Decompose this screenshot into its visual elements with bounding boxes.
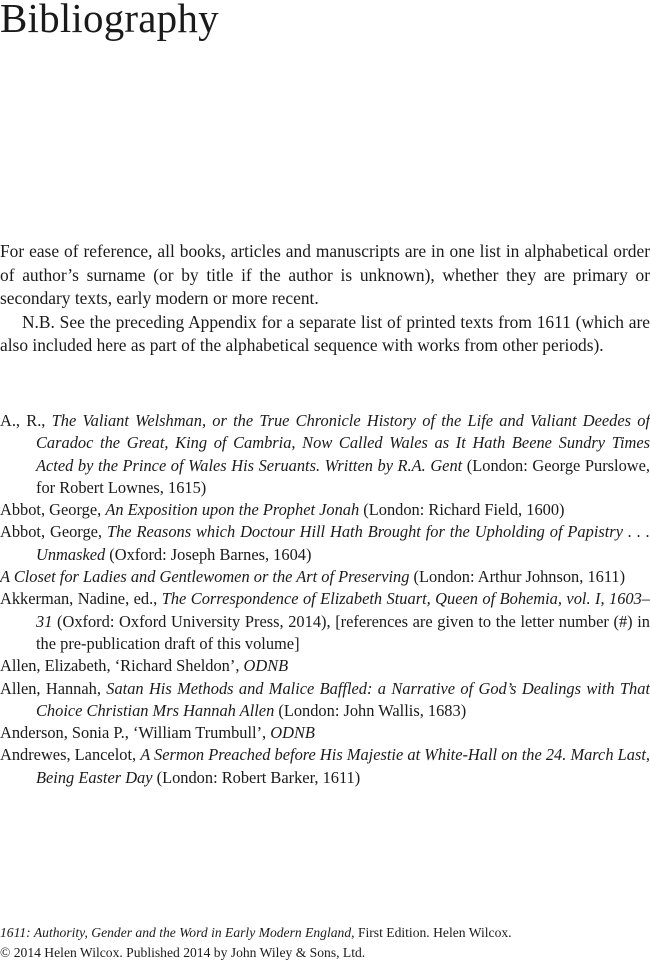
entry-author: Andrewes, Lancelot, [0, 745, 141, 765]
footer-copyright: © 2014 Helen Wilcox. Published 2014 by John Wiley & Sons, Ltd. [0, 945, 366, 960]
entry-title: A Sermon Preached before His Majestie at White-Hall on the 24. March Last, Being Easter Day [36, 745, 650, 787]
footer-edition: , First Edition. Helen Wilcox. [351, 925, 512, 940]
bibliography-entry [0, 588, 650, 655]
entry-title: The Reasons which Doctour Hill Hath Brought for the Upholding of Papistry . . . Unmasked [36, 522, 650, 564]
entry-author: Abbot, George, [0, 522, 107, 542]
entry-author: Abbot, George, [0, 500, 106, 520]
bibliography-entry [0, 410, 650, 499]
intro-section [0, 240, 650, 358]
entry-publication: (London: George Purslowe, for Robert Lownes, 1615) [36, 455, 650, 497]
entry-author: Allen, Elizabeth, ‘Richard Sheldon’, [0, 656, 244, 676]
entry-publication: (Oxford: Joseph Barnes, 1604) [105, 544, 312, 564]
entry-title: A Closet for Ladies and Gentlewomen or the Art of Preserving [0, 567, 410, 587]
intro-paragraph: For ease of reference, all books, articles and manuscripts are in one list in alphabetical order of author’s surname (or by title if the author is unknown), whether they are primary or secondary texts, early modern or more recent. [0, 241, 650, 309]
footer-book-title: 1611: Authority, Gender and the Word in Early Modern England [0, 925, 352, 940]
entry-publication: (London: John Wallis, 1683) [274, 700, 467, 720]
bibliography-list [0, 410, 650, 789]
entry-title: An Exposition upon the Prophet Jonah [105, 500, 360, 520]
entry-title: ODNB [243, 656, 289, 676]
footer-citation [0, 923, 650, 943]
bibliography-entry [0, 744, 650, 789]
bibliography-entry [0, 521, 650, 566]
bibliography-entry [0, 566, 650, 588]
bibliography-entry [0, 655, 650, 677]
bibliography-entry [0, 678, 650, 723]
entry-publication: (Oxford: Oxford University Press, 2014), [references are given to the letter number (#) in the pre-publication draft of this volume] [36, 611, 650, 653]
entry-publication: (London: Richard Field, 1600) [359, 500, 565, 520]
entry-title: ODNB [270, 723, 315, 743]
entry-author: Anderson, Sonia P., ‘William Trumbull’, [0, 723, 271, 743]
copyright-footer [0, 923, 650, 963]
entry-title: The Correspondence of Elizabeth Stuart, Queen of Bohemia, vol. I, 1603–31 [36, 589, 650, 631]
entry-author: Akkerman, Nadine, ed., [0, 589, 162, 609]
bibliography-entry [0, 499, 650, 521]
intro-note: N.B. See the preceding Appendix for a separate list of printed texts from 1611 (which are also included here as part of the alphabetical sequence with works from other periods). [0, 311, 650, 356]
entry-title: Satan His Methods and Malice Baffled: a Narrative of God’s Dealings with That Choice Christian Mrs Hannah Allen [36, 678, 650, 720]
entry-publication: (London: Arthur Johnson, 1611) [409, 567, 626, 587]
page-title: Bibliography [0, 0, 219, 41]
entry-publication: (London: Robert Barker, 1611) [152, 767, 361, 787]
entry-author: Allen, Hannah, [0, 678, 107, 698]
bibliography-entry [0, 722, 650, 744]
entry-title: The Valiant Welshman, or the True Chronicle History of the Life and Valiant Deedes of Caradoc the Great, King of Cambria, Now Called Wales as It Hath Beene Sundry Times Acted by the Prince of Wales His Seruants. Written by R.A. Gent [36, 411, 650, 475]
entry-author: A., R., [0, 411, 52, 430]
